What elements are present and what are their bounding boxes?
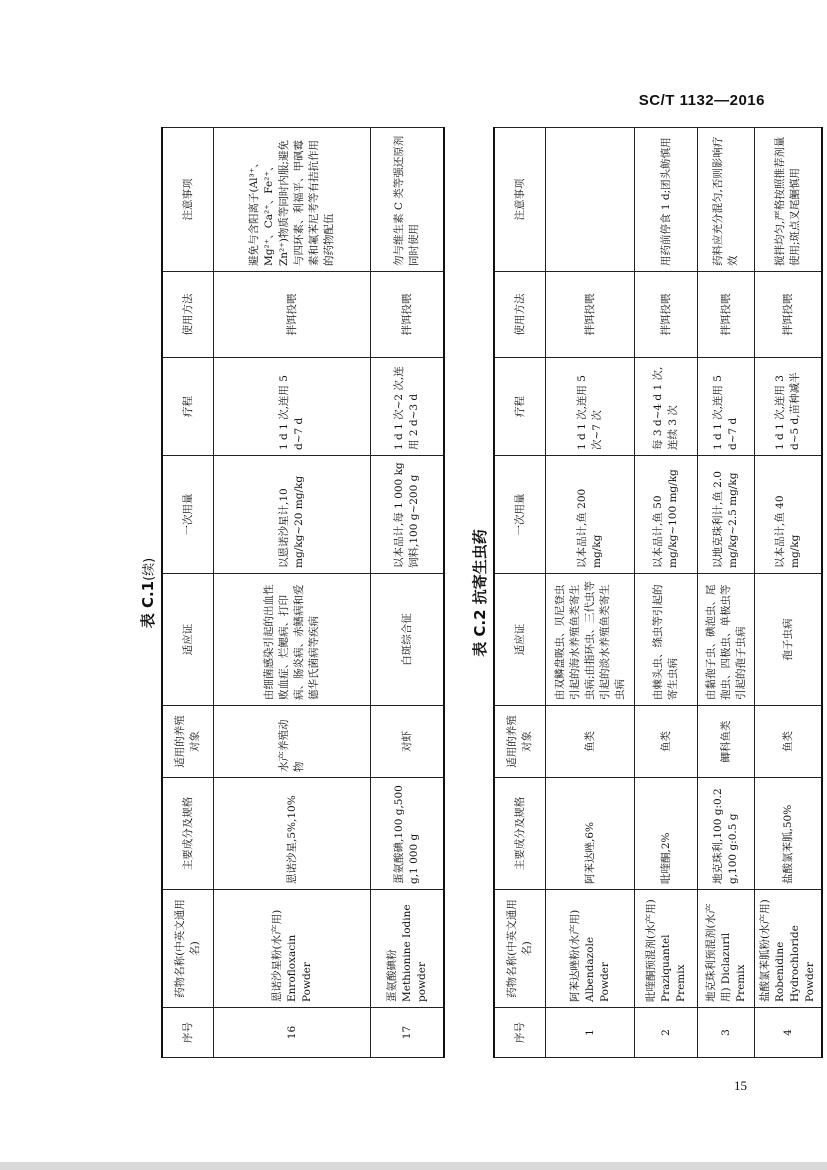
cell-indication: 孢子虫病 xyxy=(755,574,823,706)
col-header-method: 使用方法 xyxy=(494,272,546,358)
cell-notes: 用药前停食 1 d;团头鲂慎用 xyxy=(635,128,698,272)
table-row xyxy=(546,128,635,1058)
cell-indication: 由双鳞盘吸虫、贝尼登虫引起的海水养殖鱼类寄生虫病;由指环虫、三代虫等引起的淡水养殖鱼类寄生虫病 xyxy=(546,574,635,706)
table-row xyxy=(214,128,371,1058)
col-header-notes: 注意事项 xyxy=(162,128,214,272)
cell-method: 拌饵投喂 xyxy=(371,272,445,358)
cell-name: 地克珠利预混剂(水产用) Diclazuril Premix xyxy=(698,890,755,1008)
cell-notes: 勿与维生素 C 类等强还原剂同时使用 xyxy=(371,128,445,272)
cell-name: 阿苯达唑粉(水产用) Albendazole Powder xyxy=(546,890,635,1008)
table-c2-title: 表 C.2 抗寄生虫药 xyxy=(471,529,489,657)
cell-no: 2 xyxy=(635,1008,698,1058)
cell-dose: 以本品计,每 1 000 kg 饲料,100 g~200 g xyxy=(371,456,445,574)
cell-spec: 恩诺沙星,5%,10% xyxy=(214,778,371,890)
cell-spec: 盐酸氯苯胍,50% xyxy=(755,778,823,890)
cell-notes: 搅拌均匀,严格按照推荐剂量使用;斑点叉尾鮰慎用 xyxy=(755,128,823,272)
col-header-dose: 一次用量 xyxy=(494,456,546,574)
col-header-target: 适用的养殖对象 xyxy=(162,706,214,778)
cell-spec: 吡喹酮,2% xyxy=(635,778,698,890)
col-header-dose: 一次用量 xyxy=(162,456,214,574)
table-row xyxy=(698,128,755,1058)
cell-method: 拌饵投喂 xyxy=(214,272,371,358)
cell-name: 吡喹酮预混剂(水产用) Praziquantel Premix xyxy=(635,890,698,1008)
cell-name: 蛋氨酸碘粉 Methionine Iodine powder xyxy=(371,890,445,1008)
table-c1-title-text: 表 C.1 xyxy=(139,580,157,629)
cell-course: 每 3 d~4 d 1 次,连续 3 次 xyxy=(635,358,698,456)
col-header-method: 使用方法 xyxy=(162,272,214,358)
cell-target: 鲫科鱼类 xyxy=(698,706,755,778)
table-c2-header-row xyxy=(494,128,546,1058)
cell-method: 拌饵投喂 xyxy=(546,272,635,358)
cell-notes: 药料应充分混匀,否则影响疗效 xyxy=(698,128,755,272)
cell-dose: 以本品计,鱼 40 mg/kg xyxy=(755,456,823,574)
cell-spec: 地克珠利,100 g:0.2 g,100 g:0.5 g xyxy=(698,778,755,890)
cell-spec: 阿苯达唑,6% xyxy=(546,778,635,890)
cell-dose: 以恩诺沙星计,10 mg/kg~20 mg/kg xyxy=(214,456,371,574)
table-c1-continued: (续) xyxy=(142,557,157,581)
table-c1 xyxy=(161,127,445,1058)
col-header-indication: 适应证 xyxy=(494,574,546,706)
cell-indication: 白斑综合征 xyxy=(371,574,445,706)
cell-spec: 蛋氨酸碘,100 g,500 g,1 000 g xyxy=(371,778,445,890)
cell-course: 1 d 1 次,连用 5 d~7 d xyxy=(214,358,371,456)
rotated-page-content xyxy=(135,128,816,1058)
cell-name: 恩诺沙星粉(水产用) Enrofloxacin Powder xyxy=(214,890,371,1008)
cell-indication: 由黏孢子虫、碘泡虫、尾孢虫、四极虫、单极虫等引起的孢子虫病 xyxy=(698,574,755,706)
col-header-spec: 主要成分及规格 xyxy=(494,778,546,890)
cell-method: 拌饵投喂 xyxy=(635,272,698,358)
cell-no: 16 xyxy=(214,1008,371,1058)
cell-course: 1 d 1 次,连用 5 d~7 d xyxy=(698,358,755,456)
cell-method: 拌饵投喂 xyxy=(698,272,755,358)
table-row xyxy=(371,128,445,1058)
cell-course: 1 d 1 次,连用 3 d~5 d,苗种减半 xyxy=(755,358,823,456)
cell-target: 鱼类 xyxy=(546,706,635,778)
scan-bottom-edge xyxy=(0,1162,827,1170)
cell-dose: 以地克珠利计,鱼 2.0 mg/kg~2.5 mg/kg xyxy=(698,456,755,574)
cell-no: 3 xyxy=(698,1008,755,1058)
cell-indication: 由棘头虫、绦虫等引起的寄生虫病 xyxy=(635,574,698,706)
cell-method: 拌饵投喂 xyxy=(755,272,823,358)
page-number: 15 xyxy=(734,1078,747,1093)
cell-target: 对虾 xyxy=(371,706,445,778)
col-header-no: 序号 xyxy=(162,1008,214,1058)
cell-notes: 避免与含阳离子(Al³⁺、Mg²⁺、Ca²⁺、Fe²⁺、Zn²⁺)物质等同时内服;避免与四环素、利福平、甲砜霉素和氟苯尼考等有拮抗作用的药物配伍 xyxy=(214,128,371,272)
cell-no: 17 xyxy=(371,1008,445,1058)
col-header-name: 药物名称(中英文通用名) xyxy=(162,890,214,1008)
cell-indication: 由细菌感染引起的出血性败血症、烂鳃病、打印病、肠炎病、赤鳍病和爱德华氏菌病等疾病 xyxy=(214,574,371,706)
table-row xyxy=(755,128,823,1058)
cell-target: 水产养殖动物 xyxy=(214,706,371,778)
col-header-course: 疗程 xyxy=(494,358,546,456)
cell-course: 1 d 1 次,连用 5 次~7 次 xyxy=(546,358,635,456)
cell-notes xyxy=(546,128,635,272)
col-header-indication: 适应证 xyxy=(162,574,214,706)
cell-no: 1 xyxy=(546,1008,635,1058)
cell-dose: 以本品计,鱼 50 mg/kg~100 mg/kg xyxy=(635,456,698,574)
cell-dose: 以本品计,鱼 200 mg/kg xyxy=(546,456,635,574)
col-header-target: 适用的养殖对象 xyxy=(494,706,546,778)
col-header-spec: 主要成分及规格 xyxy=(162,778,214,890)
table-c1-title xyxy=(135,128,161,1058)
standard-code: SC/T 1132—2016 xyxy=(638,92,765,109)
col-header-no: 序号 xyxy=(494,1008,546,1058)
cell-no: 4 xyxy=(755,1008,823,1058)
col-header-name: 药物名称(中英文通用名) xyxy=(494,890,546,1008)
cell-target: 鱼类 xyxy=(755,706,823,778)
cell-course: 1 d 1 次~2 次,连用 2 d~3 d xyxy=(371,358,445,456)
table-c2 xyxy=(493,127,823,1058)
table-c1-header-row xyxy=(162,128,214,1058)
cell-name: 盐酸氯苯胍粉(水产用) Robenidine Hydrochloride Powder xyxy=(755,890,823,1008)
col-header-course: 疗程 xyxy=(162,358,214,456)
table-row xyxy=(635,128,698,1058)
col-header-notes: 注意事项 xyxy=(494,128,546,272)
cell-target: 鱼类 xyxy=(635,706,698,778)
